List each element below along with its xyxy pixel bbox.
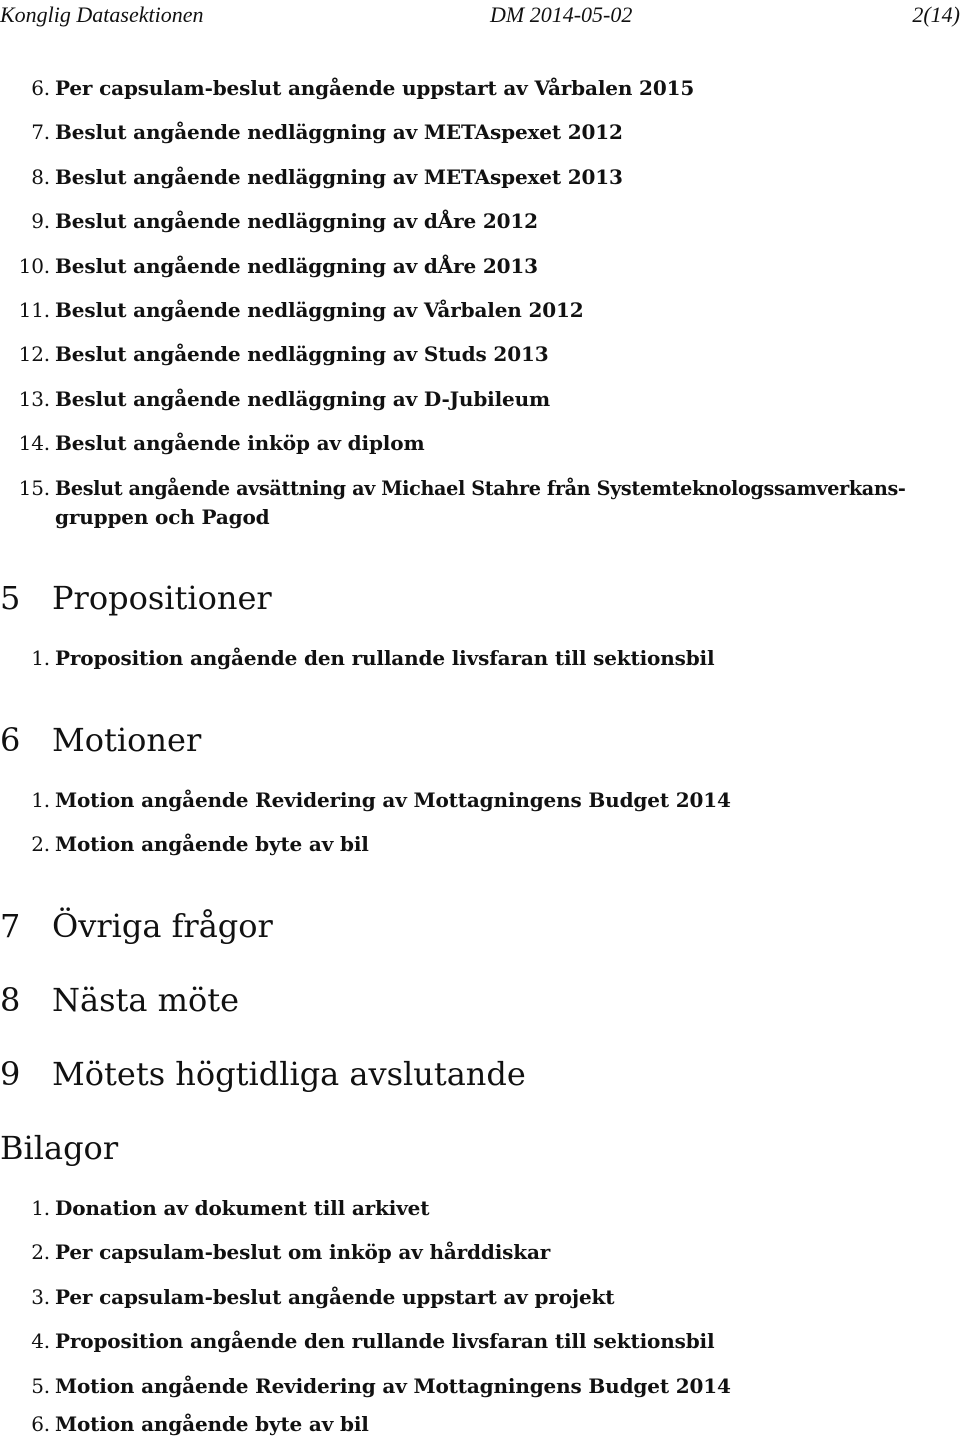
section-number: 8: [0, 981, 21, 1019]
item-text: Beslut angående avsättning av Michael Stahre från Systemteknologssamverkans-: [55, 477, 906, 500]
organization-name: Konglig Datasektionen: [0, 2, 204, 27]
item-text: Beslut angående nedläggning av METAspexet 2013: [55, 165, 623, 189]
item-text: Motion angående byte av bil: [55, 1412, 369, 1436]
item-text: Proposition angående den rullande livsfaran till sektionsbil: [55, 646, 715, 670]
item-text: Beslut angående nedläggning av dÅre 2012: [55, 209, 538, 233]
item-text: Per capsulam-beslut angående uppstart av projekt: [55, 1285, 615, 1309]
section-number: 7: [0, 907, 21, 945]
section-title: Motioner: [52, 721, 202, 759]
item-text: Beslut angående nedläggning av dÅre 2013: [55, 254, 538, 278]
item-number: 12.: [18, 342, 50, 366]
item-number: 13.: [18, 387, 50, 411]
item-number: 2.: [31, 832, 50, 856]
item-text: Motion angående Revidering av Mottagningens Budget 2014: [55, 788, 731, 812]
item-text: Proposition angående den rullande livsfaran till sektionsbil: [55, 1329, 715, 1353]
item-number: 9.: [31, 209, 50, 233]
page-header: [0, 0, 960, 30]
section-title: Nästa möte: [52, 981, 240, 1019]
item-number: 4.: [31, 1329, 50, 1353]
item-number: 15.: [18, 476, 50, 500]
item-number: 8.: [31, 165, 50, 189]
item-text: Beslut angående nedläggning av Studs 2013: [55, 342, 549, 366]
item-number: 1.: [31, 1196, 50, 1220]
item-number: 6.: [31, 1412, 50, 1436]
item-number: 10.: [18, 254, 50, 278]
section-title: Propositioner: [52, 579, 272, 617]
section-number: 9: [0, 1055, 21, 1093]
item-number: 1.: [31, 788, 50, 812]
item-text: Beslut angående inköp av diplom: [55, 431, 425, 455]
item-number: 7.: [31, 120, 50, 144]
section-title: Övriga frågor: [52, 907, 273, 945]
item-text-continuation: gruppen och Pagod: [55, 505, 270, 529]
item-text: Per capsulam-beslut om inköp av hårddiskar: [55, 1240, 551, 1264]
meeting-date: DM 2014-05-02: [490, 2, 633, 27]
item-text: Donation av dokument till arkivet: [55, 1196, 430, 1220]
page-number: 2(14): [912, 2, 960, 27]
item-text: Motion angående Revidering av Mottagningens Budget 2014: [55, 1374, 731, 1398]
item-number: 5.: [31, 1374, 50, 1398]
section-number: 5: [0, 579, 21, 617]
item-text: Motion angående byte av bil: [55, 832, 369, 856]
section-number: 6: [0, 721, 21, 759]
item-number: 1.: [31, 646, 50, 670]
item-number: 2.: [31, 1240, 50, 1264]
item-number: 11.: [18, 298, 50, 322]
item-text: Per capsulam-beslut angående uppstart av Vårbalen 2015: [55, 76, 695, 100]
item-number: 3.: [31, 1285, 50, 1309]
section-title: Mötets högtidliga avslutande: [52, 1055, 526, 1093]
item-number: 14.: [18, 431, 50, 455]
item-text: Beslut angående nedläggning av D-Jubileum: [55, 387, 551, 411]
section-heading-bilagor: Bilagor: [0, 1129, 119, 1167]
item-text: Beslut angående nedläggning av METAspexet 2012: [55, 120, 623, 144]
item-text: Beslut angående nedläggning av Vårbalen 2012: [55, 298, 584, 322]
item-number: 6.: [31, 76, 50, 100]
